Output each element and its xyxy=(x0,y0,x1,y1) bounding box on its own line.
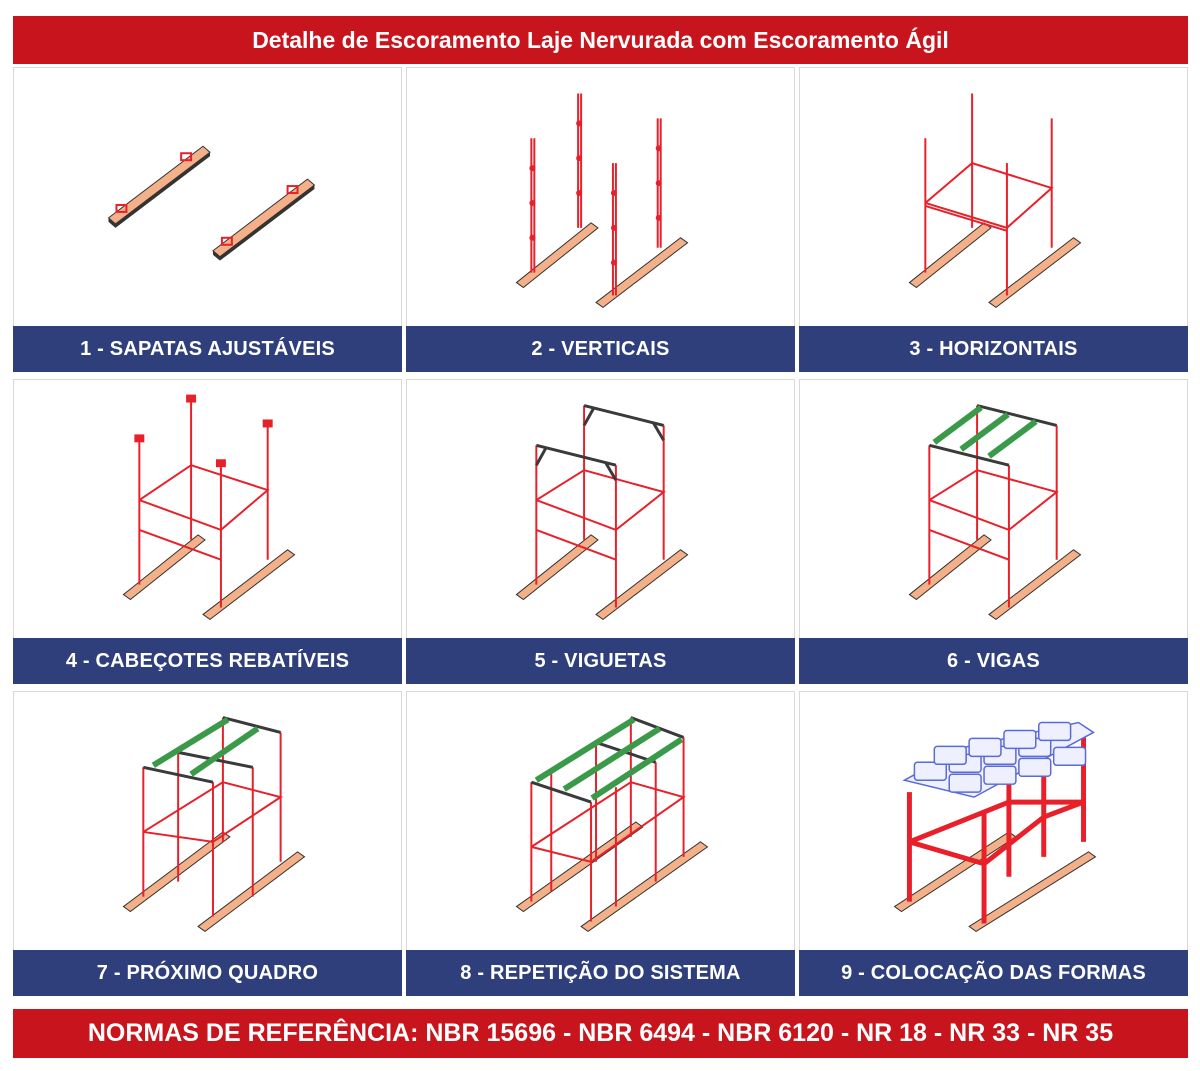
horizontals-illustration xyxy=(800,68,1187,326)
step-label-6: 6 - VIGAS xyxy=(799,638,1188,684)
step-card-3 xyxy=(799,67,1188,372)
step-card-5 xyxy=(406,379,795,684)
step-label-4: 4 - CABEÇOTES REBATÍVEIS xyxy=(13,638,402,684)
page-title: Detalhe de Escoramento Laje Nervurada com Escoramento Ágil xyxy=(13,16,1188,64)
step-label-9: 9 - COLOCAÇÃO DAS FORMAS xyxy=(799,950,1188,996)
step-card-4 xyxy=(13,379,402,684)
beams-illustration xyxy=(800,380,1187,638)
system-repetition-illustration xyxy=(407,692,794,950)
step-label-7: 7 - PRÓXIMO QUADRO xyxy=(13,950,402,996)
verticals-illustration xyxy=(407,68,794,326)
step-label-1: 1 - SAPATAS AJUSTÁVEIS xyxy=(13,326,402,372)
form-modules xyxy=(904,723,1093,798)
base-plate-left xyxy=(109,146,210,228)
reference-standards-bar: NORMAS DE REFERÊNCIA: NBR 15696 - NBR 6494 - NBR 6120 - NR 18 - NR 33 - NR 35 xyxy=(13,1009,1188,1058)
step-label-2: 2 - VERTICAIS xyxy=(406,326,795,372)
forms-placement-illustration xyxy=(800,692,1187,950)
next-frame-illustration xyxy=(14,692,401,950)
step-card-8 xyxy=(406,691,795,996)
step-card-6 xyxy=(799,379,1188,684)
step-card-2 xyxy=(406,67,795,372)
step-card-9 xyxy=(799,691,1188,996)
step-label-8: 8 - REPETIÇÃO DO SISTEMA xyxy=(406,950,795,996)
folding-heads-illustration xyxy=(14,380,401,638)
step-label-5: 5 - VIGUETAS xyxy=(406,638,795,684)
adjustable-bases-illustration xyxy=(14,68,401,326)
base-plate-right xyxy=(213,179,314,261)
joists-illustration xyxy=(407,380,794,638)
step-card-1 xyxy=(13,67,402,372)
step-label-3: 3 - HORIZONTAIS xyxy=(799,326,1188,372)
step-card-7 xyxy=(13,691,402,996)
